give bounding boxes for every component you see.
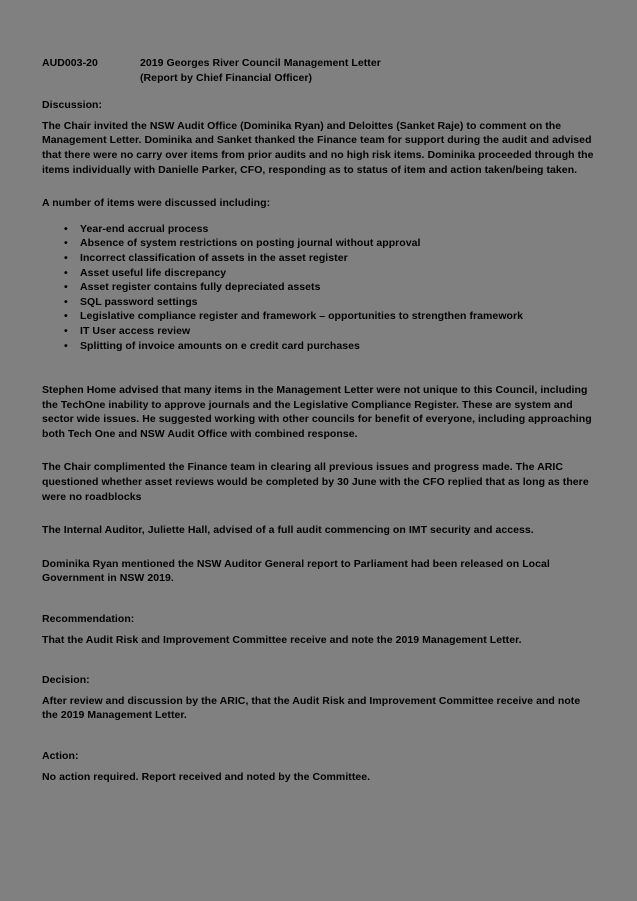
list-item bbox=[42, 280, 595, 295]
discussed-items-list bbox=[42, 222, 595, 353]
list-item bbox=[42, 266, 595, 281]
bullet-icon: • bbox=[64, 310, 68, 323]
list-item-label: Asset register contains fully depreciated assets bbox=[80, 281, 321, 294]
action-text: No action required. Report received and noted by the Committee. bbox=[42, 770, 371, 783]
bullet-icon: • bbox=[64, 295, 68, 308]
discussion-paragraph-2: Stephen Home advised that many items in the Management Letter were not unique to this Council, including the TechOne inability to approve journals and the Legislative Compliance Register. These are system and sector wide issues. He suggested working with other councils for benefit of everyone, including approaching both Tech One and NSW Audit Office with combined response. bbox=[42, 384, 592, 440]
agenda-item-header bbox=[42, 56, 595, 85]
bullet-list-intro: A number of items were discussed including: bbox=[42, 197, 271, 210]
bullet-icon: • bbox=[64, 237, 68, 250]
list-item bbox=[42, 324, 595, 339]
decision-text: After review and discussion by the ARIC, that the Audit Risk and Improvement Committee receive and note the 2019 Management Letter. bbox=[42, 694, 581, 722]
agenda-item-subtitle: (Report by Chief Financial Officer) bbox=[140, 71, 313, 84]
agenda-item-titleblock bbox=[140, 56, 595, 85]
bullet-icon: • bbox=[64, 251, 68, 264]
bullet-icon: • bbox=[64, 324, 68, 337]
list-item bbox=[42, 309, 595, 324]
list-item bbox=[42, 222, 595, 237]
list-item bbox=[42, 251, 595, 266]
discussion-paragraph-3: The Chair complimented the Finance team in clearing all previous issues and progress made. The ARIC questioned whether asset reviews would be completed by 30 June with the CFO replied that as long as there were no roadblocks bbox=[42, 461, 589, 503]
discussion-paragraph-1: The Chair invited the NSW Audit Office (Dominika Ryan) and Deloittes (Sanket Raje) to comment on the Management Letter. Dominika and Sanket thanked the Finance team for support during the audit and advised that there were no carry over items from prior audits and no high risk items. Dominika proceeded through the items individually with Danielle Parker, CFO, responding as to status of item and action taken/being taken. bbox=[42, 119, 594, 176]
list-item-label: Splitting of invoice amounts on e credit card purchases bbox=[80, 339, 360, 352]
recommendation-heading: Recommendation: bbox=[42, 613, 135, 626]
agenda-item-title: 2019 Georges River Council Management Letter bbox=[140, 57, 381, 69]
list-item-label: SQL password settings bbox=[80, 295, 198, 308]
list-item bbox=[42, 236, 595, 251]
bullet-icon: • bbox=[64, 266, 68, 279]
list-spacer bbox=[42, 353, 595, 383]
action-heading: Action: bbox=[42, 750, 79, 762]
bullet-icon: • bbox=[64, 222, 68, 235]
list-item-label: Incorrect classification of assets in the asset register bbox=[80, 251, 348, 264]
bullet-icon: • bbox=[64, 281, 68, 294]
recommendation-text: That the Audit Risk and Improvement Committee receive and note the 2019 Management Letter. bbox=[42, 633, 522, 646]
list-item-label: Absence of system restrictions on posting journal without approval bbox=[80, 237, 421, 250]
discussion-paragraph-5: Dominika Ryan mentioned the NSW Auditor General report to Parliament had been released on Local Government in NSW 2019. bbox=[42, 557, 550, 585]
list-item-label: Year-end accrual process bbox=[80, 222, 209, 235]
agenda-item-number: AUD003-20 bbox=[42, 57, 98, 69]
decision-heading: Decision: bbox=[42, 674, 90, 687]
list-item-label: Asset useful life discrepancy bbox=[80, 266, 227, 279]
list-item-label: IT User access review bbox=[80, 324, 191, 337]
bullet-icon: • bbox=[64, 339, 68, 352]
list-item bbox=[42, 295, 595, 310]
discussion-paragraph-4: The Internal Auditor, Juliette Hall, advised of a full audit commencing on IMT security and access. bbox=[42, 524, 534, 537]
list-item bbox=[42, 339, 595, 354]
discussion-heading: Discussion: bbox=[42, 99, 103, 112]
list-item-label: Legislative compliance register and framework – opportunities to strengthen framework bbox=[80, 310, 524, 323]
document-body bbox=[42, 56, 595, 784]
